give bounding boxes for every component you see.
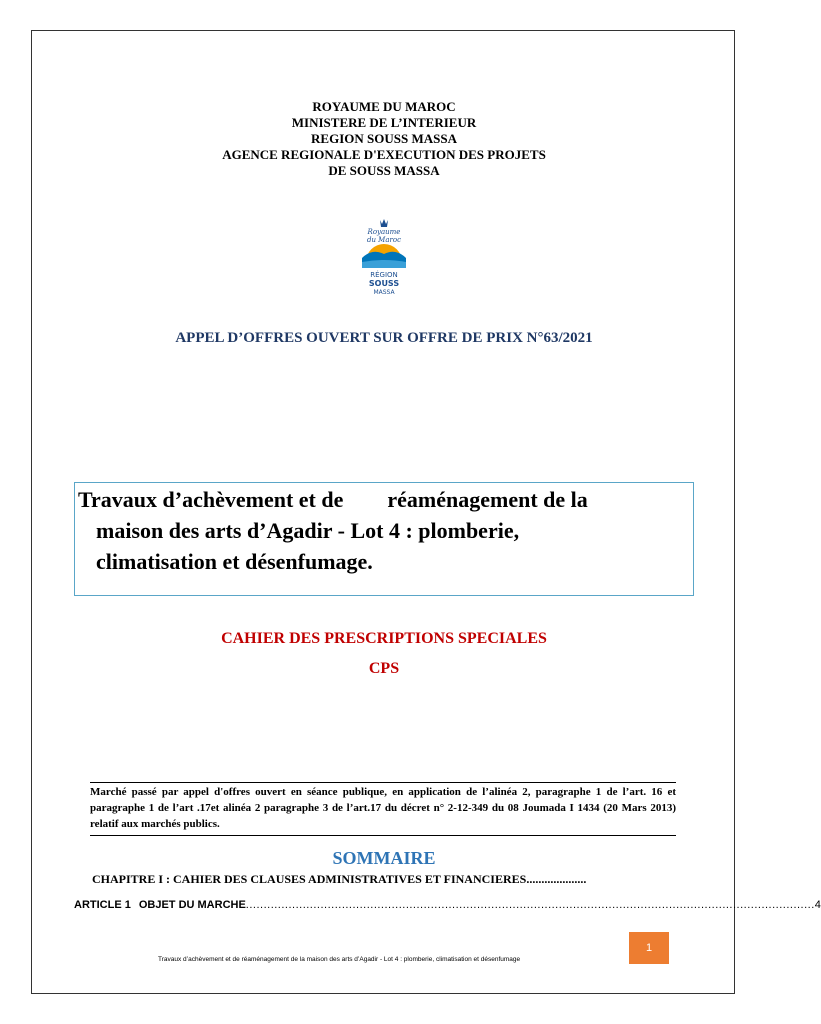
logo-text-souss: SOUSS (368, 279, 400, 288)
project-title-line: maison des arts d’Agadir - Lot 4 : plomberie, (96, 518, 520, 543)
institution-header (0, 99, 768, 179)
toc-article-entry[interactable] (74, 899, 821, 911)
header-line: ROYAUME DU MAROC (312, 99, 456, 114)
legal-basis-paragraph: Marché passé par appel d'offres ouvert en séance publique, en application de l’alinéa 2, paragraphe 1 de l’art. 16 et paragraphe 1 de l’art .17et alinéa 2 paragraphe 3 de l’art.17 du décret n° 2-12-349 du 08 Joumada I 1434 (20 Mars 2013) relatif aux marchés publics. (90, 782, 676, 836)
toc-article-number: ARTICLE 1 (74, 899, 131, 911)
cps-abbreviation: CPS (368, 660, 400, 677)
toc-leader-dots: ................................................................................................................................................................ (245, 899, 815, 911)
project-title (78, 484, 688, 577)
crown-icon (380, 219, 388, 227)
project-title-line: climatisation et désenfumage. (96, 549, 373, 574)
project-title-line: Travaux d’achèvement et de réaménagement de la (78, 487, 588, 512)
footer-text: Travaux d’achèvement et de réaménagement de la maison des arts d’Agadir - Lot 4 : plomberie, climatisation et désenfumage (158, 956, 521, 963)
sommaire-title: SOMMAIRE (332, 848, 436, 868)
header-line: MINISTERE DE L’INTERIEUR (291, 115, 477, 130)
header-line: DE SOUSS MASSA (328, 163, 440, 178)
appel-offres-title: APPEL D’OFFRES OUVERT SUR OFFRE DE PRIX N°63/2021 (175, 330, 593, 346)
logo-text-region: RÉGION (370, 271, 398, 279)
region-souss-massa-logo (352, 218, 416, 296)
logo-text-massa: MASSA (373, 289, 395, 296)
toc-chapter-entry[interactable]: CHAPITRE I : CAHIER DES CLAUSES ADMINISTRATIVES ET FINANCIERES.................... (92, 872, 587, 886)
logo-text-maroc: du Maroc (366, 236, 402, 244)
sun-sea-emblem (362, 244, 406, 268)
toc-article-page: 4 (814, 899, 821, 911)
cps-heading: CAHIER DES PRESCRIPTIONS SPECIALES (221, 630, 547, 647)
header-line: AGENCE REGIONALE D'EXECUTION DES PROJETS (222, 147, 546, 162)
header-line: REGION SOUSS MASSA (311, 131, 457, 146)
toc-article-label: OBJET DU MARCHE (138, 899, 246, 911)
logo-text-royaume: Royaume (367, 228, 401, 236)
page-number-badge: 1 (629, 932, 669, 964)
